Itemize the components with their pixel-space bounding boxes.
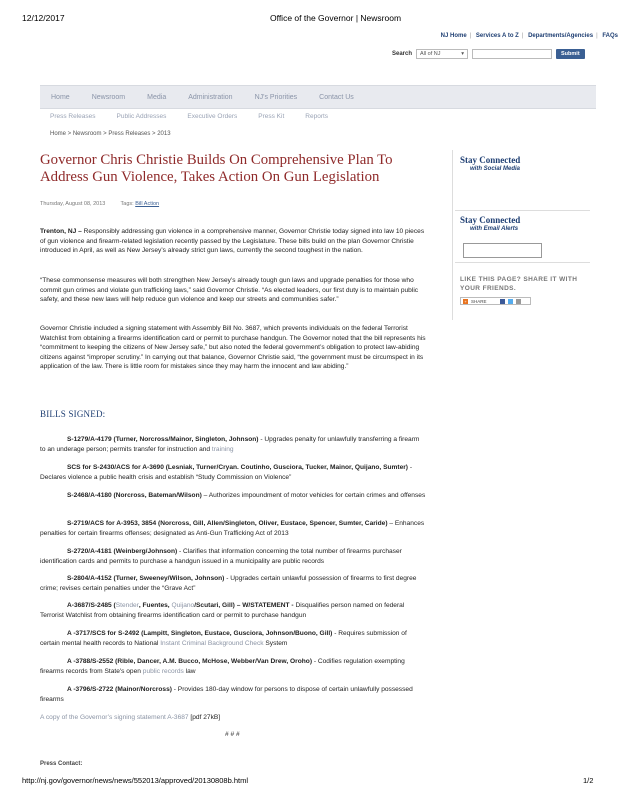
bill-desc-end: System bbox=[263, 639, 288, 647]
bill-link[interactable]: public records bbox=[142, 667, 184, 675]
facebook-icon bbox=[500, 299, 505, 304]
press-contact: Press Contact: bbox=[40, 761, 83, 767]
search-input[interactable] bbox=[472, 49, 552, 59]
bill-item bbox=[40, 685, 426, 704]
search-label: Search bbox=[392, 51, 413, 57]
sidebar-separator bbox=[455, 262, 590, 263]
search-scope-select[interactable] bbox=[416, 49, 468, 59]
bill-link[interactable]: Instant Criminal Background Check bbox=[160, 639, 264, 647]
paragraph-1 bbox=[40, 227, 426, 256]
toplink-nj-home[interactable]: NJ Home bbox=[440, 33, 467, 39]
toplink-services[interactable]: Services A to Z bbox=[475, 33, 519, 39]
article-date: Thursday, August 08, 2013 bbox=[40, 201, 106, 207]
email-subheading[interactable]: with Email Alerts bbox=[470, 226, 519, 232]
toplink-departments[interactable]: Departments/Agencies bbox=[528, 33, 594, 39]
bill-id: , Fuentes, bbox=[138, 602, 172, 609]
signing-statement bbox=[40, 713, 426, 723]
top-links: NJ Home | Services A to Z | Departments/Agencies | FAQs bbox=[440, 33, 618, 39]
footer-page-number: 1/2 bbox=[583, 776, 594, 785]
search-bar bbox=[392, 49, 585, 59]
bill-id: S-2468/A-4180 (Norcross, Bateman/Wilson) bbox=[67, 492, 202, 499]
bill-id: S-2719/ACS for A-3953, 3854 (Norcross, Gill, Allen/Singleton, Oliver, Eustace, Spencer, Sumter, Caride) bbox=[67, 520, 388, 527]
share-plus-icon: + bbox=[464, 298, 467, 304]
social-heading: Stay Connected bbox=[460, 155, 521, 165]
footer-url: http://nj.gov/governor/news/news/552013/approved/20130808b.html bbox=[22, 776, 248, 785]
bill-item bbox=[40, 463, 426, 482]
share-label: SHARE bbox=[471, 298, 487, 304]
bill-item bbox=[40, 547, 426, 566]
subnav-public-addresses[interactable]: Public Addresses bbox=[116, 113, 167, 120]
bill-item bbox=[40, 601, 426, 620]
toplink-faqs[interactable]: FAQs bbox=[602, 33, 618, 39]
dateline: Trenton, NJ – bbox=[40, 228, 82, 235]
tags-label: Tags: bbox=[120, 201, 134, 207]
subnav-reports[interactable]: Reports bbox=[305, 113, 329, 120]
search-scope-value: All of NJ bbox=[420, 51, 441, 57]
nav-home[interactable]: Home bbox=[51, 93, 70, 101]
print-date: 12/12/2017 bbox=[22, 13, 65, 23]
paragraph-2: “These commonsense measures will both strengthen New Jersey’s already tough gun laws and upgrade penalties for those who commit gun crimes and violate gun trafficking laws,” said Governor Christie. “As elected leaders, our first duty is to maintain public safety, and these new laws will help reduce gun violence and keep our streets and communities safer.” bbox=[40, 277, 419, 304]
bill-desc: – Authorizes impoundment of motor vehicles for certain crimes and offenses bbox=[201, 492, 426, 499]
bill-desc: - Declares violence a public health crisis and establish “Study Commission on Violence” bbox=[40, 464, 413, 481]
bill-id: A-3687/S-2485 ( bbox=[67, 602, 116, 609]
bill-desc: - Clarifies that information concerning the total number of firearms purchaser identification cards and permits to purchase a handgun issued in a municipality are public records bbox=[40, 548, 402, 565]
bill-desc: - Upgrades penalty for unlawfully transferring a firearm to an underage person; permits transfer for instruction and bbox=[40, 436, 420, 453]
tag-link[interactable]: Bill Action bbox=[135, 201, 160, 207]
bill-desc: - Requires submission of certain mental health records to National bbox=[40, 630, 407, 647]
nav-contact[interactable]: Contact Us bbox=[319, 93, 354, 101]
share-prompt: LIKE THIS PAGE? SHARE IT WITH YOUR FRIENDS. bbox=[460, 276, 578, 292]
social-subheading[interactable]: with Social Media bbox=[470, 166, 521, 172]
bill-item bbox=[40, 574, 426, 593]
twitter-icon bbox=[508, 299, 513, 304]
paragraph-3: Governor Christie included a signing statement with Assembly Bill No. 3687, which prevents individuals on the federal Terrorist Watchlist from obtaining a firearms identification card or permit to purchase handgun. The Governor noted that the bill represents his “commitment to keeping the citizens of New Jersey safe,” but also noted the federal government’s obligation to protect law-abiding citizens against “improper scrutiny.” In carrying out that balance, Governor Christie said, “the government must be circumspect in its application of the law. There is little room for mistakes since they may harm the innocent and law abiding.” bbox=[40, 325, 426, 371]
bill-id: A -3788/S-2552 (Rible, Dancer, A.M. Bucco, McHose, Webber/Van Drew, Oroho) bbox=[67, 658, 313, 665]
sidebar-separator bbox=[455, 210, 590, 211]
bill-id: A -3796/S-2722 (Mainor/Norcross) bbox=[67, 686, 172, 693]
bill-id: S-2804/A-4152 (Turner, Sweeney/Wilson, Johnson) bbox=[67, 575, 225, 582]
subnav-executive-orders[interactable]: Executive Orders bbox=[187, 113, 238, 120]
breadcrumb: Home > Newsroom > Press Releases > 2013 bbox=[50, 131, 171, 137]
email-heading: Stay Connected bbox=[460, 215, 521, 225]
bill-id: /Scutari, Gill) – W/STATEMENT - bbox=[194, 602, 296, 609]
bill-link[interactable]: training bbox=[211, 445, 234, 453]
bill-sponsor-link[interactable]: Quijano bbox=[171, 602, 195, 609]
bill-id: A -3717/SCS for S-2492 (Lampitt, Singleton, Eustace, Gusciora, Johnson/Buono, Gill) bbox=[67, 630, 333, 637]
bill-item bbox=[40, 491, 426, 501]
bill-id: S-1279/A-4179 (Turner, Norcross/Mainor, Singleton, Johnson) bbox=[67, 436, 259, 443]
bill-item bbox=[40, 519, 426, 538]
share-button[interactable] bbox=[460, 297, 531, 305]
bill-desc: - Codifies regulation exempting firearms records from State's open bbox=[40, 658, 405, 675]
chevron-down-icon: ▾ bbox=[461, 51, 465, 57]
print-title: Office of the Governor | Newsroom bbox=[270, 13, 402, 23]
bill-desc: - Provides 180-day window for persons to dispose of certain unlawfully possessed firearms bbox=[40, 686, 413, 703]
nav-administration[interactable]: Administration bbox=[188, 93, 233, 101]
nav-newsroom[interactable]: Newsroom bbox=[91, 93, 126, 101]
bill-item bbox=[40, 435, 426, 454]
page-title: Governor Chris Christie Builds On Comprehensive Plan To Address Gun Violence, Takes Action On Gun Legislation bbox=[40, 152, 393, 185]
subnav-press-releases[interactable]: Press Releases bbox=[50, 113, 96, 120]
bill-desc: - Upgrades certain unlawful possession of firearms to first degree crime; revises certain penalties under the “Grave Act” bbox=[40, 575, 417, 592]
bill-desc-end: law bbox=[183, 667, 196, 675]
nav-media[interactable]: Media bbox=[147, 93, 167, 101]
sidebar-divider bbox=[452, 150, 453, 320]
bill-id: S-2720/A-4181 (Weinberg/Johnson) bbox=[67, 548, 178, 555]
email-input[interactable] bbox=[463, 243, 542, 258]
main-nav bbox=[40, 85, 596, 109]
bill-item bbox=[40, 657, 426, 676]
subnav-press-kit[interactable]: Press Kit bbox=[258, 113, 285, 120]
bill-sponsor-link[interactable]: Stender bbox=[115, 602, 139, 609]
end-mark: # # # bbox=[225, 731, 240, 738]
bill-desc: – Enhances penalties for certain firearms offenses; designated as Anti-Gun Trafficking Act of 2013 bbox=[40, 520, 425, 537]
bill-desc: Disqualifies person named on federal Terrorist Watchlist from obtaining firearms identification card or permit to purchase handgun bbox=[40, 602, 405, 619]
bill-item bbox=[40, 629, 426, 648]
bill-id: SCS for S-2430/ACS for A-3690 (Lesniak, Turner/Cryan. Coutinho, Gusciora, Tucker, Mainor, Quijano, Sumter) bbox=[67, 464, 408, 471]
sub-nav bbox=[40, 113, 349, 120]
bills-heading: BILLS SIGNED: bbox=[40, 409, 106, 419]
file-size: [pdf 27kB] bbox=[188, 714, 221, 721]
email-icon bbox=[516, 299, 521, 304]
paragraph-1-text: Responsibly addressing gun violence in a comprehensive manner, Governor Christie today signed into law 10 pieces of gun violence and firearm-related legislation recently passed by the Legislature. These bills build on the plan Governor Christie introduced in April, as well as New Jersey’s already strict gun laws, currently the second toughest in the nation. bbox=[40, 228, 425, 255]
signing-statement-link[interactable]: A copy of the Governor’s signing statement A-3687 bbox=[40, 714, 189, 721]
article-meta bbox=[40, 201, 159, 207]
search-submit-button[interactable]: Submit bbox=[556, 49, 585, 59]
nav-priorities[interactable]: NJ's Priorities bbox=[254, 93, 298, 101]
